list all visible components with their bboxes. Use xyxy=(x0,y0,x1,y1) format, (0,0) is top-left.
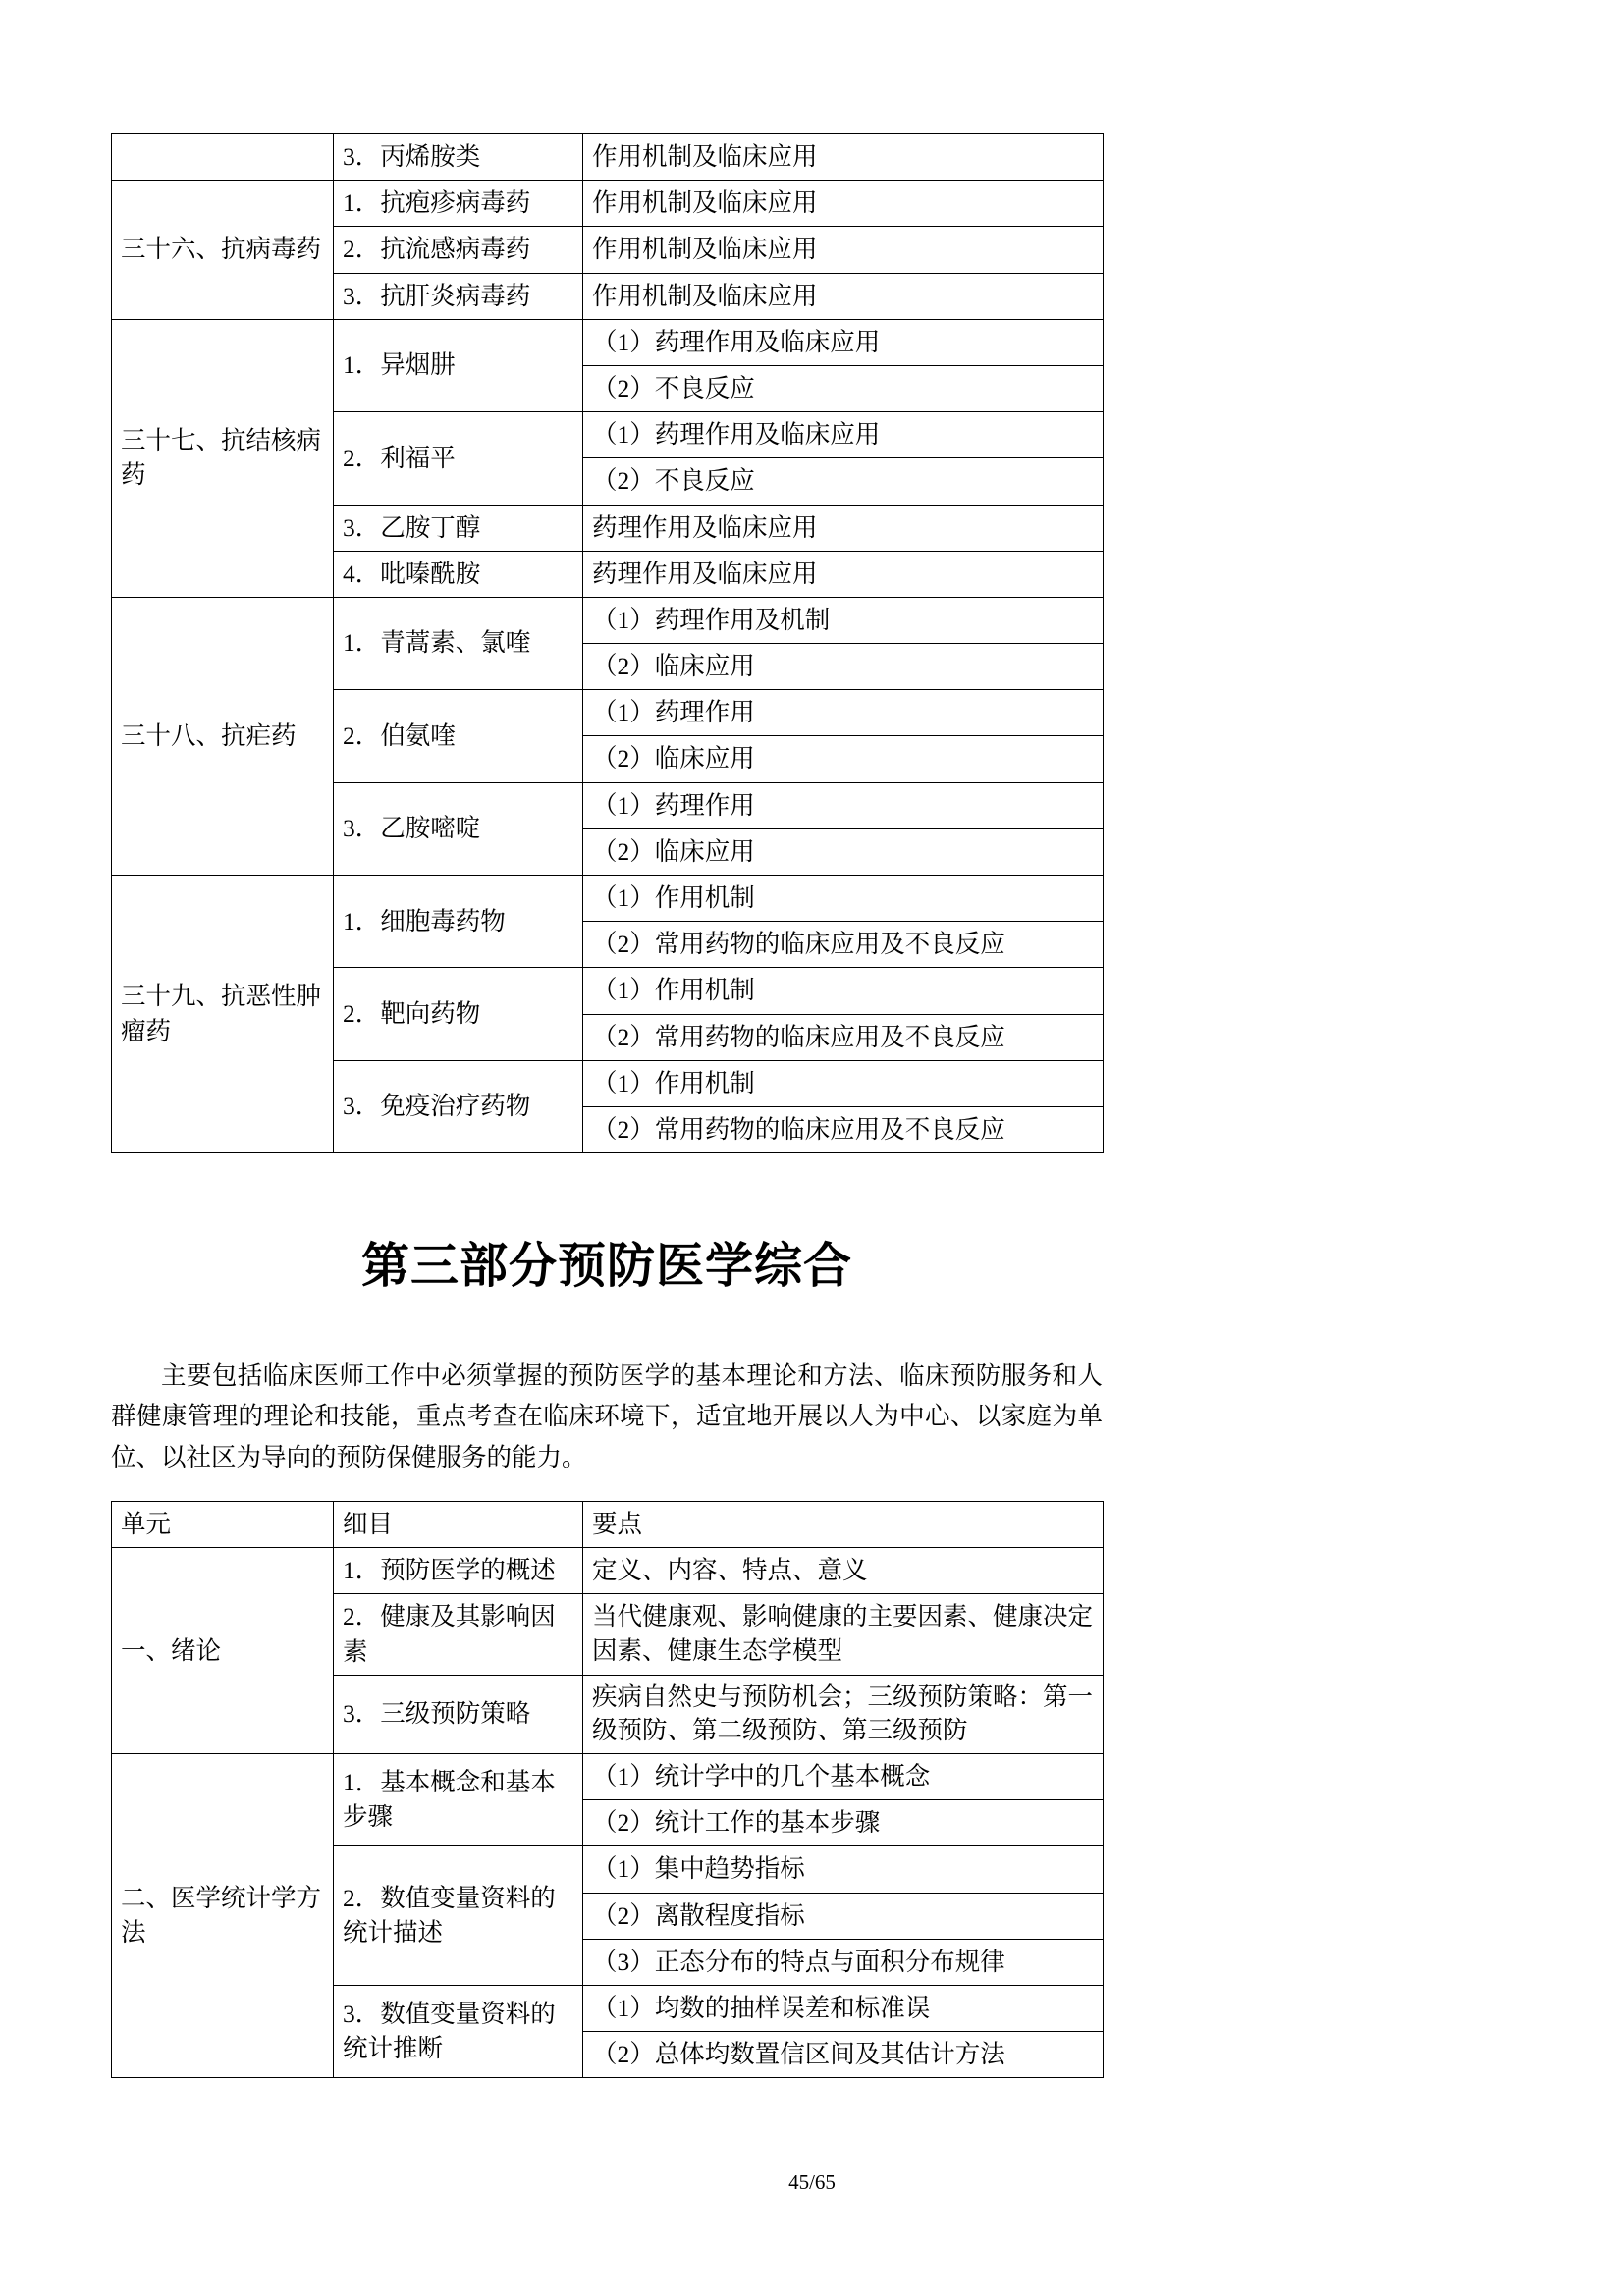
points-cell: （2）临床应用 xyxy=(583,644,1104,690)
points-cell: 疾病自然史与预防机会；三级预防策略：第一级预防、第二级预防、第三级预防 xyxy=(583,1675,1104,1753)
points-cell: （1）作用机制 xyxy=(583,876,1104,922)
preventive-table-body xyxy=(112,1548,1104,2078)
unit-cell-antiviral: 三十六、抗病毒药 xyxy=(112,181,334,320)
item-cell: 1．细胞毒药物 xyxy=(334,876,583,968)
item-cell: 1．异烟肼 xyxy=(334,319,583,411)
points-cell: （2）不良反应 xyxy=(583,458,1104,505)
item-cell: 3．丙烯胺类 xyxy=(334,134,583,181)
table-row xyxy=(112,134,1104,181)
intro-paragraph: 主要包括临床医师工作中必须掌握的预防医学的基本理论和方法、临床预防服务和人群健康管理的理论和技能，重点考查在临床环境下，适宜地开展以人为中心、以家庭为单位、以社区为导向的预防保健服务的能力。 xyxy=(111,1362,1103,1471)
table-row xyxy=(112,597,1104,643)
points-cell: （1）药理作用 xyxy=(583,690,1104,736)
table-row xyxy=(112,876,1104,922)
points-cell: （1）作用机制 xyxy=(583,1060,1104,1106)
column-header-unit: 单元 xyxy=(112,1502,334,1548)
drug-syllabus-table-wrapper xyxy=(111,133,1103,1153)
page-number: 45/65 xyxy=(788,2170,836,2194)
points-cell: （2）总体均数置信区间及其估计方法 xyxy=(583,2032,1104,2078)
points-cell: 作用机制及临床应用 xyxy=(583,134,1104,181)
item-cell: 3．数值变量资料的统计推断 xyxy=(334,1986,583,2078)
item-cell: 2．抗流感病毒药 xyxy=(334,227,583,273)
column-header-points: 要点 xyxy=(583,1502,1104,1548)
item-cell: 4．吡嗪酰胺 xyxy=(334,551,583,597)
points-cell: （1）药理作用及机制 xyxy=(583,597,1104,643)
item-cell: 3．乙胺丁醇 xyxy=(334,505,583,551)
points-cell: 作用机制及临床应用 xyxy=(583,181,1104,227)
item-cell: 1．预防医学的概述 xyxy=(334,1548,583,1594)
table-header-row xyxy=(112,1502,1104,1548)
item-cell: 3．免疫治疗药物 xyxy=(334,1060,583,1152)
unit-cell-medical-statistics: 二、医学统计学方法 xyxy=(112,1754,334,2078)
points-cell: （2）统计工作的基本步骤 xyxy=(583,1800,1104,1846)
drug-syllabus-table xyxy=(111,133,1104,1153)
item-cell: 2．利福平 xyxy=(334,412,583,505)
points-cell: （1）药理作用及临床应用 xyxy=(583,319,1104,365)
preventive-syllabus-table-wrapper xyxy=(111,1501,1103,2078)
item-cell: 2．健康及其影响因素 xyxy=(334,1594,583,1675)
points-cell: （2）临床应用 xyxy=(583,828,1104,875)
unit-cell-introduction: 一、绪论 xyxy=(112,1548,334,1754)
points-cell: （1）药理作用及临床应用 xyxy=(583,412,1104,458)
points-cell: （2）离散程度指标 xyxy=(583,1893,1104,1939)
preventive-syllabus-table xyxy=(111,1501,1104,2078)
page-content xyxy=(111,0,1103,2078)
item-cell: 2．伯氨喹 xyxy=(334,690,583,782)
unit-cell-antitumor: 三十九、抗恶性肿瘤药 xyxy=(112,876,334,1153)
unit-cell-empty xyxy=(112,134,334,181)
points-cell: 定义、内容、特点、意义 xyxy=(583,1548,1104,1594)
points-cell: 药理作用及临床应用 xyxy=(583,505,1104,551)
unit-cell-antitubercular: 三十七、抗结核病药 xyxy=(112,319,334,597)
points-cell: 当代健康观、影响健康的主要因素、健康决定因素、健康生态学模型 xyxy=(583,1594,1104,1675)
points-cell: （2）常用药物的临床应用及不良反应 xyxy=(583,1106,1104,1152)
points-cell: （3）正态分布的特点与面积分布规律 xyxy=(583,1939,1104,1985)
item-cell: 1．抗疱疹病毒药 xyxy=(334,181,583,227)
points-cell: 作用机制及临床应用 xyxy=(583,273,1104,319)
table-row xyxy=(112,319,1104,365)
item-cell: 3．乙胺嘧啶 xyxy=(334,782,583,875)
points-cell: （1）均数的抽样误差和标准误 xyxy=(583,1986,1104,2032)
points-cell: 药理作用及临床应用 xyxy=(583,551,1104,597)
points-cell: （2）临床应用 xyxy=(583,736,1104,782)
item-cell: 1．青蒿素、氯喹 xyxy=(334,597,583,689)
unit-cell-antimalarial: 三十八、抗疟药 xyxy=(112,597,334,875)
points-cell: 作用机制及临床应用 xyxy=(583,227,1104,273)
drug-table-body xyxy=(112,134,1104,1153)
points-cell: （2）常用药物的临床应用及不良反应 xyxy=(583,922,1104,968)
page-title: 第三部分预防医学综合 xyxy=(360,1239,852,1294)
item-cell: 2．数值变量资料的统计描述 xyxy=(334,1846,583,1986)
points-cell: （1）药理作用 xyxy=(583,782,1104,828)
points-cell: （1）统计学中的几个基本概念 xyxy=(583,1754,1104,1800)
column-header-item: 细目 xyxy=(334,1502,583,1548)
points-cell: （1）作用机制 xyxy=(583,968,1104,1014)
points-cell: （1）集中趋势指标 xyxy=(583,1846,1104,1893)
item-cell: 3．三级预防策略 xyxy=(334,1675,583,1753)
points-cell: （2）不良反应 xyxy=(583,365,1104,411)
preventive-table-head xyxy=(112,1502,1104,1548)
item-cell: 1．基本概念和基本步骤 xyxy=(334,1754,583,1846)
item-cell: 2．靶向药物 xyxy=(334,968,583,1060)
table-row xyxy=(112,1548,1104,1594)
points-cell: （2）常用药物的临床应用及不良反应 xyxy=(583,1014,1104,1060)
table-row xyxy=(112,181,1104,227)
table-row xyxy=(112,1754,1104,1800)
item-cell: 3．抗肝炎病毒药 xyxy=(334,273,583,319)
